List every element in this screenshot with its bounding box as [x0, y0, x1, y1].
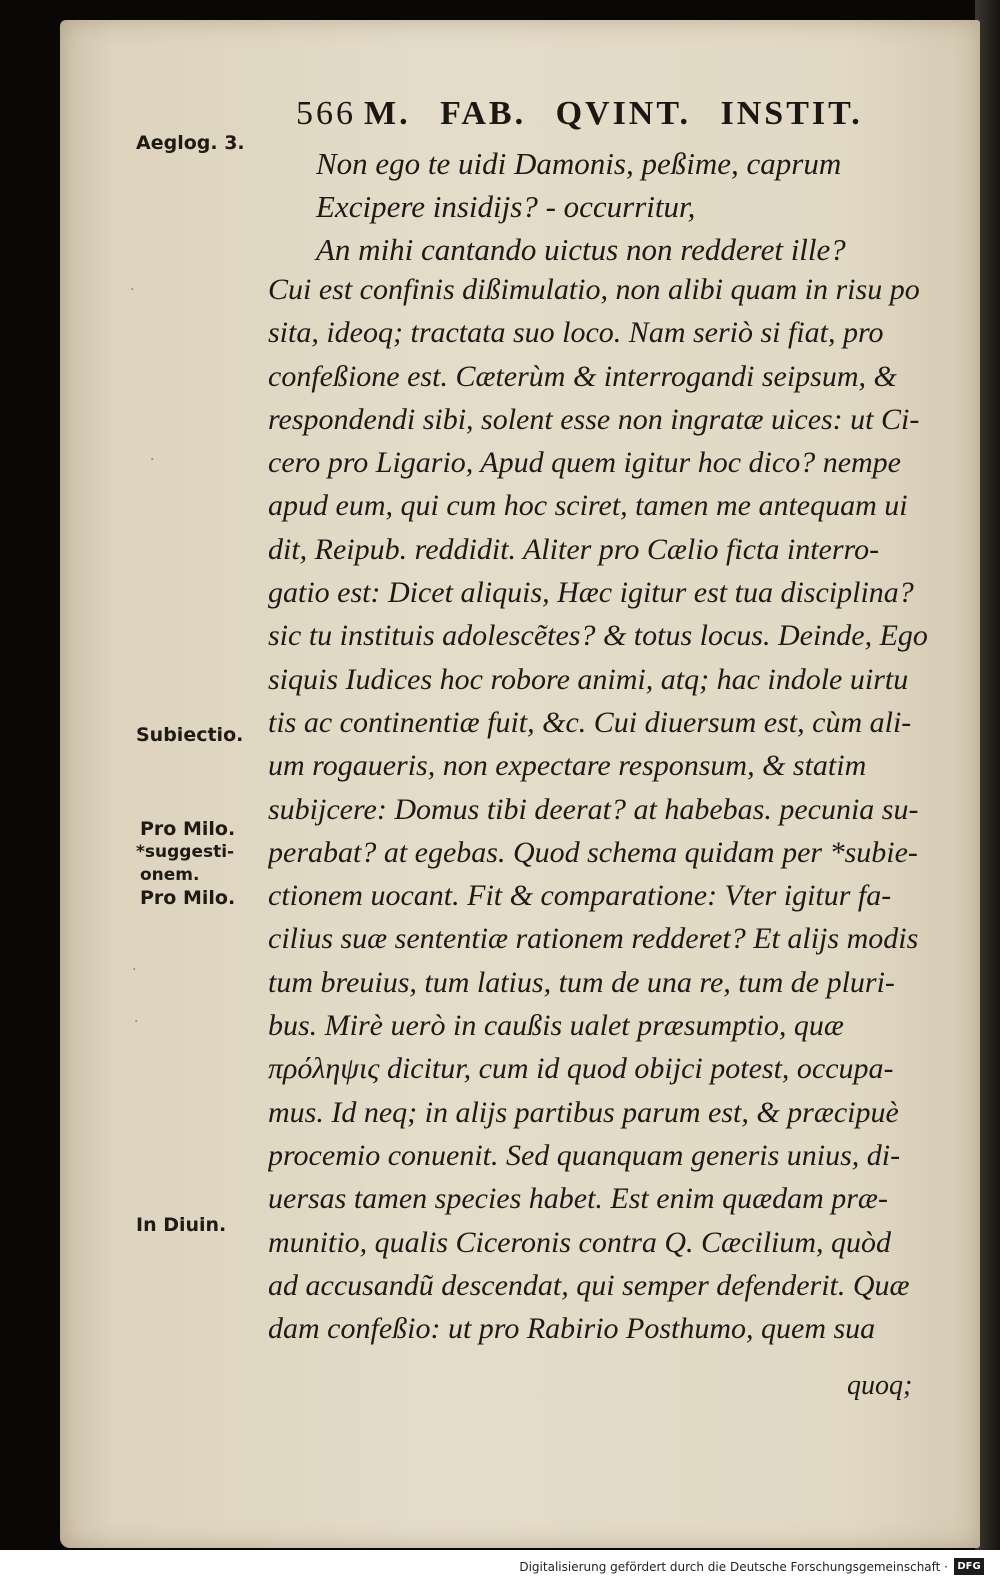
- text-line: cilius suæ sententiæ rationem redderet? Et alijs modis: [268, 922, 919, 956]
- digitization-footer: [0, 1550, 1000, 1587]
- text-line: siquis Iudices hoc robore animi, atq; hac indole uirtu: [268, 662, 909, 696]
- text-line: cero pro Ligario, Apud quem igitur hoc dico? nempe: [268, 446, 901, 480]
- ink-smudge: ·: [150, 452, 155, 468]
- margin-note-suggestionem-1: *suggesti-: [136, 842, 235, 862]
- text-line: sita, ideoq; tractata suo loco. Nam seriò si fiat, pro: [268, 316, 884, 350]
- text-line: tis ac continentiæ fuit, &c. Cui diuersum est, cùm ali-: [268, 705, 912, 739]
- dfg-logo: DFG: [954, 1558, 984, 1575]
- text-line: subijcere: Domus tibi deerat? at habebas. pecunia su-: [268, 792, 919, 826]
- text-line: dit, Reipub. reddidit. Aliter pro Cælio ficta interro-: [268, 532, 880, 566]
- text-line: tum breuius, tum latius, tum de una re, tum de pluri-: [268, 965, 895, 999]
- text-line: perabat? at egebas. Quod schema quidam per *subie-: [268, 835, 918, 869]
- verse-line-2: Excipere insidijs? - occurritur,: [316, 189, 696, 224]
- text-line: ad accusandũ descendat, qui semper defenderit. Quæ: [268, 1268, 910, 1302]
- text-line: dam confeßio: ut pro Rabirio Posthumo, quem sua: [268, 1312, 876, 1346]
- text-line: sic tu instituis adolescẽtes? & totus locus. Deinde, Ego: [268, 619, 928, 653]
- margin-note-pro-milo-2: Pro Milo.: [140, 887, 236, 909]
- ink-smudge: ·: [130, 282, 135, 298]
- margin-note-in-diuin: In Diuin.: [136, 1214, 227, 1236]
- page-header: [296, 95, 906, 141]
- text-line: um rogaueris, non expectare responsum, & statim: [268, 749, 867, 783]
- text-line: ctionem uocant. Fit & comparatione: Vter igitur fa-: [268, 879, 892, 913]
- funding-credit: Digitalisierung gefördert durch die Deutsche Forschungsgemeinschaft ·: [519, 1560, 948, 1574]
- text-line: bus. Mirè uerò in caußis ualet præsumptio, quæ: [268, 1009, 844, 1043]
- text-line: procemio conuenit. Sed quanquam generis unius, di-: [268, 1138, 901, 1172]
- margin-note-pro-milo-1: Pro Milo.: [140, 818, 236, 840]
- text-line: gatio est: Dicet aliquis, Hæc igitur est tua disciplina?: [268, 576, 914, 610]
- verse-line-3: An mihi cantando uictus non redderet ille?: [316, 232, 846, 267]
- margin-note-eclogue: Aeglog. 3.: [136, 132, 245, 154]
- running-title: M. FAB. QVINT. INSTIT.: [364, 95, 863, 132]
- catchword: quoq;: [847, 1370, 913, 1401]
- ink-smudge: ·: [132, 962, 137, 978]
- text-line: apud eum, qui cum hoc sciret, tamen me antequam ui: [268, 489, 908, 523]
- text-line: respondendi sibi, solent esse non ingratæ uices: ut Ci-: [268, 402, 920, 436]
- body-text: [268, 268, 928, 1350]
- ink-smudge: ·: [134, 1014, 139, 1030]
- text-line: uersas tamen species habet. Est enim quædam præ-: [268, 1182, 888, 1216]
- verse-line-1: Non ego te uidi Damonis, peßime, caprum: [316, 146, 842, 181]
- text-line: πρόληψις dicitur, cum id quod obijci potest, occupa-: [268, 1052, 894, 1086]
- margin-note-suggestionem-2: onem.: [140, 865, 200, 885]
- text-line: munitio, qualis Ciceronis contra Q. Cæcilium, quòd: [268, 1225, 892, 1259]
- text-line: confeßione est. Cæterùm & interrogandi seipsum, &: [268, 359, 897, 393]
- text-line: mus. Id neq; in alijs partibus parum est, & præcipuè: [268, 1095, 899, 1129]
- text-line: Cui est confinis dißimulatio, non alibi quam in risu po: [268, 273, 920, 306]
- page-number: 566: [296, 95, 356, 132]
- margin-note-subiectio: Subiectio.: [136, 724, 244, 746]
